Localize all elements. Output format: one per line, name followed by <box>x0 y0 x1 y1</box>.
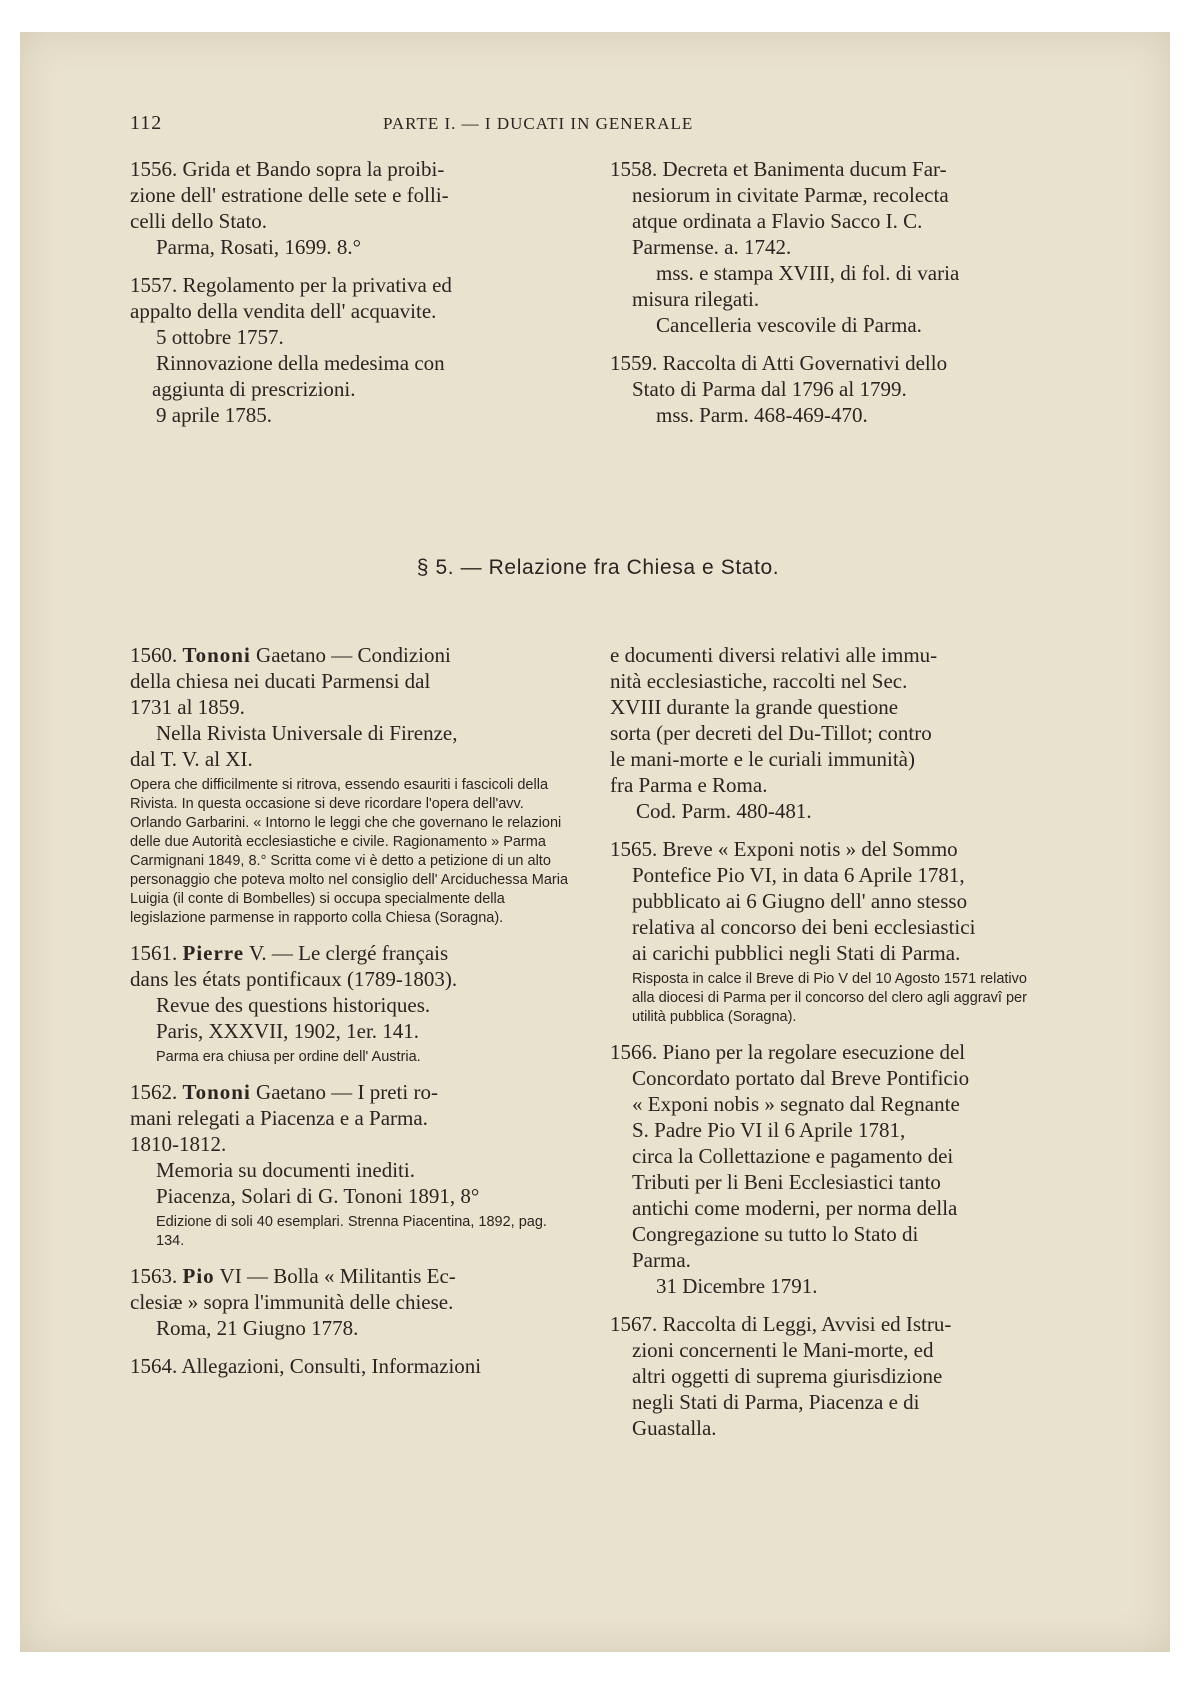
entry-text: e documenti diversi relativi alle immu- <box>610 643 938 667</box>
entry-text: negli Stati di Parma, Piacenza e di <box>632 1390 920 1414</box>
entry-number: 1566. <box>610 1040 658 1064</box>
entry-text: relativa al concorso dei beni ecclesiastici <box>632 915 976 939</box>
section-heading: § 5. — Relazione fra Chiesa e Stato. <box>416 556 780 579</box>
entry-text: sorta (per decreti del Du-Tillot; contro <box>610 721 932 745</box>
entry-text: Regolamento per la privativa ed <box>182 273 452 297</box>
entry-author: Tononi <box>182 643 251 667</box>
entry-note: Parma era chiusa per ordine dell' Austria. <box>156 1049 421 1065</box>
entry-number: 1556. <box>130 157 178 181</box>
entry-text: Raccolta di Atti Governativi dello <box>662 351 948 375</box>
top-right-column <box>610 156 1050 440</box>
entry-text: Tributi per li Beni Ecclesiastici tanto <box>632 1170 941 1194</box>
entry-note: Opera che difficilmente si ritrova, essendo esauriti i fascicoli della Rivista. In questa occasione si deve ricordare l'opera dell'avv. Orlando Garbarini. « Intorno le leggi che che governano le relazioni delle due Autorità ecclesiastiche e civile. Ragionamento » Parma Carmignani 1849, 8.° Scritta come vi è detto a petizione di un alto personaggio che poteva molto nel consiglio dell' Arciduchessa Maria Luigia (il conte di Bombelles) si occupa specialmente della legislazione parmense in rapporto colla Chiesa (Soragna). <box>130 777 569 926</box>
entry-text: pubblicato ai 6 Giugno dell' anno stesso <box>632 889 968 913</box>
entry-text: VI — Bolla « Militantis Ec- <box>214 1264 456 1288</box>
entry-text: misura rilegati. <box>632 287 760 311</box>
entry-1557 <box>130 272 545 428</box>
entry-text: Guastalla. <box>632 1416 717 1440</box>
entry-number: 1557. <box>130 273 178 297</box>
entry-text: 1810-1812. <box>130 1132 227 1156</box>
entry-source: Nella Rivista Universale di Firenze, <box>156 721 458 745</box>
entry-date: 5 ottobre 1757. <box>156 325 284 349</box>
entry-number: 1560. <box>130 643 178 667</box>
entry-number: 1563. <box>130 1264 178 1288</box>
entry-text: della chiesa nei ducati Parmensi dal <box>130 669 431 693</box>
entry-number: 1562. <box>130 1080 178 1104</box>
entry-text: Pontefice Pio VI, in data 6 Aprile 1781, <box>632 863 965 887</box>
entry-location: Cancelleria vescovile di Parma. <box>656 313 922 337</box>
entry-text: Concordato portato dal Breve Pontificio <box>632 1066 970 1090</box>
entry-location: mss. Parm. 468-469-470. <box>656 403 868 427</box>
entry-1556 <box>130 156 545 260</box>
entry-text: XVIII durante la grande questione <box>610 695 899 719</box>
entry-text: V. — Le clergé français <box>244 941 449 965</box>
entry-text: mani relegati a Piacenza e a Parma. <box>130 1106 428 1130</box>
running-head <box>130 112 1030 142</box>
entry-source: Memoria su documenti inediti. <box>156 1158 415 1182</box>
entry-date: 31 Dicembre 1791. <box>656 1274 818 1298</box>
entry-note: Risposta in calce il Breve di Pio V del 10 Agosto 1571 relativo alla diocesi di Parma per il concorso del clero agli aggravî per utilità pubblica (Soragna). <box>632 971 1027 1025</box>
entry-text: Piano per la regolare esecuzione del <box>662 1040 966 1064</box>
running-title: PARTE I. — I DUCATI IN GENERALE <box>383 114 694 133</box>
entry-number: 1564. <box>130 1354 178 1378</box>
entry-location: Cod. Parm. 480-481. <box>636 799 812 823</box>
entry-text: Parma. <box>632 1248 691 1272</box>
entry-text: celli dello Stato. <box>130 209 268 233</box>
entry-imprint: Paris, XXXVII, 1902, 1er. 141. <box>156 1019 420 1043</box>
entry-number: 1561. <box>130 941 178 965</box>
entry-source: Revue des questions historiques. <box>156 993 431 1017</box>
entry-1563 <box>130 1263 575 1341</box>
entry-text: Raccolta di Leggi, Avvisi ed Istru- <box>662 1312 952 1336</box>
entry-text: Stato di Parma dal 1796 al 1799. <box>632 377 907 401</box>
entry-text: Rinnovazione della medesima con <box>156 351 445 375</box>
entry-text: Grida et Bando sopra la proibi- <box>182 157 445 181</box>
entry-number: 1567. <box>610 1312 658 1336</box>
entry-text: ai carichi pubblici negli Stati di Parma. <box>632 941 961 965</box>
bottom-left-column <box>130 642 575 1391</box>
entry-author: Tononi <box>182 1080 251 1104</box>
entry-text: Congregazione su tutto lo Stato di <box>632 1222 919 1246</box>
entry-1565 <box>610 836 1050 1027</box>
entry-text: zioni concernenti le Mani-morte, ed <box>632 1338 934 1362</box>
entry-1566 <box>610 1039 1050 1299</box>
entry-text: nesiorum in civitate Parmæ, recolecta <box>632 183 949 207</box>
entry-text: Decreta et Banimenta ducum Far- <box>662 157 947 181</box>
entry-text: le mani-morte e le curiali immunità) <box>610 747 915 771</box>
entry-date: Roma, 21 Giugno 1778. <box>156 1316 359 1340</box>
entry-imprint: Parma, Rosati, 1699. 8.° <box>156 235 361 259</box>
entry-note: Edizione di soli 40 esemplari. Strenna Piacentina, 1892, pag. 134. <box>156 1214 547 1249</box>
entry-text: 1731 al 1859. <box>130 695 245 719</box>
bottom-right-column <box>610 642 1050 1453</box>
entry-text: Gaetano — Condizioni <box>250 643 451 667</box>
entry-text: zione dell' estratione delle sete e folli- <box>130 183 449 207</box>
entry-text: clesiæ » sopra l'immunità delle chiese. <box>130 1290 454 1314</box>
entry-source: dal T. V. al XI. <box>130 747 253 771</box>
entry-1564-continued <box>610 642 1050 824</box>
entry-text: antichi come moderni, per norma della <box>632 1196 958 1220</box>
entry-1562 <box>130 1079 575 1251</box>
entry-1561 <box>130 940 575 1067</box>
entry-text: atque ordinata a Flavio Sacco I. C. <box>632 209 923 233</box>
entry-text: S. Padre Pio VI il 6 Aprile 1781, <box>632 1118 906 1142</box>
entry-text: circa la Collettazione e pagamento dei <box>632 1144 954 1168</box>
entry-text: Allegazioni, Consulti, Informazioni <box>181 1354 482 1378</box>
entry-text: dans les états pontificaux (1789-1803). <box>130 967 458 991</box>
entry-text: nità ecclesiastiche, raccolti nel Sec. <box>610 669 908 693</box>
entry-1560 <box>130 642 575 928</box>
entry-text: aggiunta di prescrizioni. <box>152 377 356 401</box>
entry-1559 <box>610 350 1050 428</box>
entry-1564 <box>130 1353 575 1379</box>
entry-number: 1565. <box>610 837 658 861</box>
entry-text: fra Parma e Roma. <box>610 773 768 797</box>
entry-1567 <box>610 1311 1050 1441</box>
top-left-column <box>130 156 545 440</box>
entry-text: « Exponi nobis » segnato dal Regnante <box>632 1092 960 1116</box>
entry-text: Breve « Exponi notis » del Sommo <box>662 837 958 861</box>
entry-number: 1558. <box>610 157 658 181</box>
entry-text: mss. e stampa XVIII, di fol. di varia <box>656 261 960 285</box>
entry-author: Pierre <box>182 941 245 965</box>
entry-date: 9 aprile 1785. <box>156 403 273 427</box>
entry-number: 1559. <box>610 351 658 375</box>
entry-imprint: Piacenza, Solari di G. Tononi 1891, 8° <box>156 1184 480 1208</box>
entry-text: Gaetano — I preti ro- <box>250 1080 438 1104</box>
entry-text: appalto della vendita dell' acquavite. <box>130 299 437 323</box>
entry-text: Parmense. a. 1742. <box>632 235 792 259</box>
entry-text: altri oggetti di suprema giurisdizione <box>632 1364 943 1388</box>
page-number: 112 <box>130 112 163 134</box>
entry-1558 <box>610 156 1050 338</box>
entry-author: Pio <box>182 1264 215 1288</box>
